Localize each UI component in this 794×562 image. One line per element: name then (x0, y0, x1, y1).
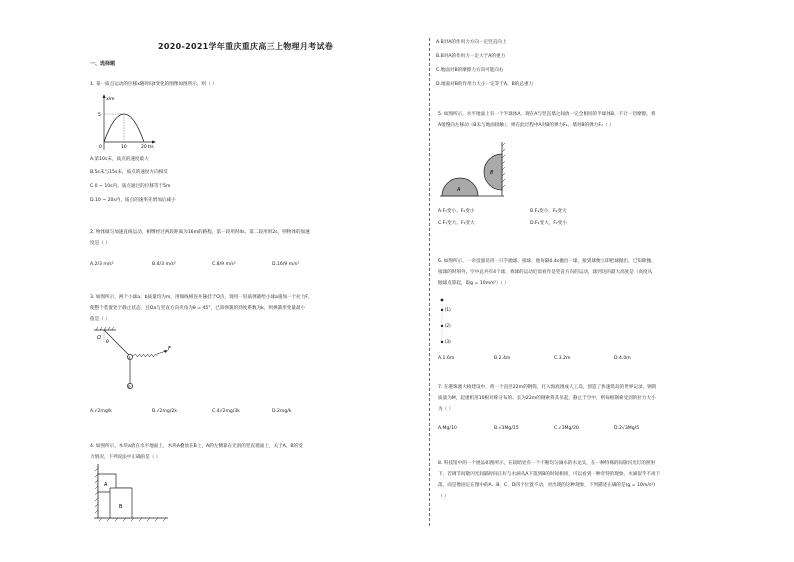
q3-line-2: 使整个装置处于静止状态，且Oa与竖直方向夹角为θ = 45°，已知弹簧的劲度系数为k，则弹簧形变量最小 (90, 306, 306, 311)
q4-label-b: B (119, 504, 123, 510)
q2-option-c: C.8/9 m/s² (212, 262, 236, 267)
q5-line-1: 5. 如图所示，水平地面上有一个半球体A，现在A与竖直墙之间放一完全相同的半球体B，不计一切摩擦，将 (438, 112, 656, 117)
q1-xtick-mid: 10 (121, 145, 127, 150)
q1-option-c: C.0 ~ 10s内，质点通过的位移等于5m (90, 184, 171, 189)
q4-option-c: C.地面对B的摩擦力方向可能向右 (436, 68, 504, 73)
q5-label-b: B (490, 170, 494, 176)
q2-line-1: 2. 物体做匀加速直线运动，相继经过两段距离为16m的路程，第一段用时4s，第二段用时2s，则物体的加速 (90, 230, 310, 235)
page-title: 2020-2021学年重庆重庆高三上物理月考试卷 (158, 42, 334, 51)
q8-line-3: 落，而是像固定在图中的A、B、C、D四个位置不动，对出现的这种现象，下列描述正确的是(g = 10m/s²) (438, 483, 655, 488)
q4-label-a: A (104, 482, 108, 488)
q2-option-d: D.16/9 m/s² (272, 262, 300, 267)
q4-figure (92, 462, 172, 522)
q2-option-a: A.2/3 m/s² (90, 262, 114, 267)
q6-option-c: C.3.2m (554, 356, 571, 361)
q2-line-2: 度是（ ） (90, 241, 110, 246)
q1-ytick: 5 (98, 113, 101, 118)
q3-label-o: O (97, 335, 101, 341)
q4-line-1: 4. 如图所示，木块a放在水平地面上，木块A叠放在B上，A的左侧靠在光滑的竖直墙面上，关于A、B的受 (90, 444, 303, 449)
q7-line-1: 7. 在港珠澳大桥建设中，将一个直径22m的钢筒，打入海底围成人工岛，创造了快速筑岛的世界记录，钢筒 (438, 385, 657, 390)
q1-graph (94, 92, 158, 154)
q4-option-b: B.B对A的作用力一定大于A的重力 (436, 54, 506, 59)
q6-option-b: B.2.4m (494, 356, 511, 361)
q8-line-4: （ ） (438, 494, 449, 499)
q5-option-a: A.F₁变小、F₂变小 (438, 209, 475, 214)
q4-option-d: D.地面对B的作用力大小一定等于A、B的总重力 (436, 82, 534, 87)
q5-figure (438, 140, 508, 200)
q8-line-1: 8. 科技馆中的一个展品如图所示，在较暗处有一个不断均匀滴水的水龙头，在一种特殊的间歇闪光灯的照射 (438, 461, 656, 466)
q5-option-b: B.F₁变小、F₂变大 (530, 209, 567, 214)
q1-xtick-end: 20 (141, 145, 147, 150)
q7-option-d: D.2√3Mg/5 (614, 426, 640, 431)
q7-option-c: C.√3Mg/20 (554, 426, 579, 431)
q3-figure (92, 326, 182, 396)
q8-line-2: 下，若调节间歇闪光间隔时间正好与水滴从A下落到B的时间相同，可以看到一种奇特的现象，水滴似乎不再下 (438, 472, 661, 477)
q7-line-2: 质量为M，起重机用10根对称分布的、长为22m的钢索将其吊起，静止于空中，则每根钢索受到的拉力大小 (438, 396, 656, 401)
q6-line-2: 接球的时刻外，空中总共有4个球，将球的运动近似看作是竖直方向的运动，球到达的最大高度是（高度从 (438, 270, 653, 275)
q1-xlabel: t/s (148, 145, 154, 150)
q3-option-b: B.√2mg/2k (152, 409, 177, 414)
q5-label-a: A (457, 187, 461, 193)
q4-option-a: A.B对A的作用力方向一定竖直向上 (436, 40, 507, 45)
q3-line-1: 3. 如图所示，两个小球a、b质量均为m，用细线相连并悬挂于O点，现用一轻质弹簧给小球a施加一个拉力F， (90, 295, 313, 300)
q5-line-2: A缓慢向左移动（B未与地面接触），则在此过程中A对B的弹力F₁、墙对B的弹力F₂（ ） (438, 123, 614, 128)
q3-option-c: C.4√2mg/3k (212, 409, 240, 414)
q5-option-c: C.F₁变大、F₂变大 (438, 221, 475, 226)
q6-label-1: (1) (445, 307, 451, 312)
q2-option-b: B.4/3 m/s² (152, 262, 176, 267)
q6-figure (438, 296, 468, 348)
q6-option-a: A.1.6m (438, 356, 455, 361)
q1-origin: 0 (99, 145, 102, 150)
q6-label-3: (3) (445, 339, 451, 344)
section-heading: 一、选择题 (90, 61, 116, 67)
q1-option-a: A.第10s末，质点的速度最大 (90, 157, 149, 162)
q3-label-b: b (128, 384, 131, 389)
q3-label-theta: θ (106, 340, 109, 345)
q3-line-3: 值是（ ） (90, 317, 110, 322)
q1-option-d: D.10 ~ 20s内，质点的速率先增加后减小 (90, 198, 176, 203)
q3-label-f: F (168, 346, 171, 352)
q6-line-3: 抛球点算起，取g = 10m/s²）（ ） (438, 281, 509, 286)
q3-option-a: A.√2mg/k (90, 409, 112, 414)
q6-line-1: 6. 如图所示，一杂技演员用一只手抛球、接球，他每隔0.4s抛出一球，接到球便立即把球抛出，已知除抛、 (438, 259, 656, 264)
column-divider (429, 38, 430, 526)
q3-option-d: D.2mg/k (272, 409, 292, 414)
q7-option-b: B.√3Mg/15 (494, 426, 519, 431)
q6-option-d: D.4.0m (614, 356, 631, 361)
q1-stem: 1. 某一质点运动的位移x随时间t变化的图像如图所示，则（ ） (90, 82, 217, 87)
q6-label-2: (2) (445, 323, 451, 328)
q1-option-b: B.5s末与15s末，质点的速度方向相反 (90, 170, 168, 175)
q1-ylabel: x/m (106, 97, 115, 102)
q4-line-2: 力情况，下列说法中正确的是（ ） (90, 455, 161, 460)
q7-line-3: 为（ ） (438, 407, 454, 412)
q7-option-a: A.Mg/10 (438, 426, 457, 431)
q5-option-d: D.F₁变大、F₂变小 (530, 221, 567, 226)
q3-label-a: a (128, 355, 131, 360)
